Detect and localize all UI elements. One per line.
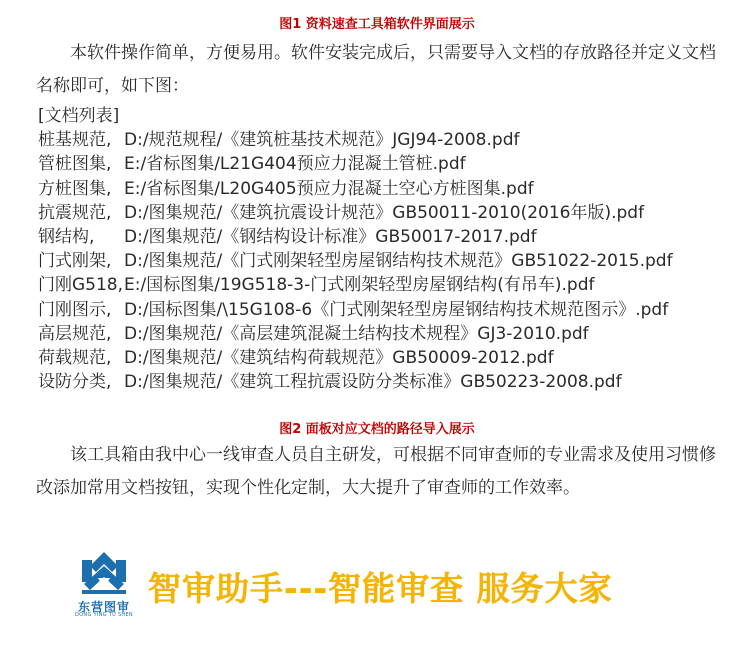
- doc-list: [38, 104, 738, 394]
- doc-list-item: [38, 177, 738, 201]
- intro-paragraph: [36, 37, 726, 103]
- doc-list-item: [38, 370, 738, 394]
- doc-list-item: [38, 249, 738, 273]
- doc-item-name: 门式刚架,: [38, 251, 112, 272]
- doc-list-item: [38, 201, 738, 225]
- doc-item-path: D:/图集规范/《钢结构设计标准》GB50017-2017.pdf: [124, 227, 537, 248]
- doc-list-item: [38, 322, 738, 346]
- doc-list-item: [38, 346, 738, 370]
- figure2-caption: 图2 面板对应文档的路径导入展示: [279, 422, 475, 437]
- doc-list-item: [38, 128, 738, 152]
- slogan: 智审助手---智能审查 服务大家: [148, 569, 613, 608]
- doc-list-header: [文档列表]: [38, 106, 120, 126]
- doc-item-path: D:/规范规程/《建筑桩基技术规范》JGJ94-2008.pdf: [124, 130, 520, 151]
- figure1-caption: 图1 资料速查工具箱软件界面展示: [279, 17, 475, 32]
- closing-paragraph-text: 该工具箱由我中心一线审查人员自主研发，可根据不同审查师的专业需求及使用习惯修改添加常用文档按钮，实现个性化定制，大大提升了审查师的工作效率。: [36, 445, 716, 498]
- doc-item-path: D:/图集规范/《建筑结构荷载规范》GB50009-2012.pdf: [124, 348, 554, 369]
- doc-item-path: E:/省标图集/L20G405预应力混凝土空心方桩图集.pdf: [124, 178, 534, 199]
- closing-paragraph: [36, 439, 726, 505]
- doc-item-path: D:/图集规范/《门式刚架轻型房屋钢结构技术规范》GB51022-2015.pdf: [124, 251, 673, 272]
- doc-item-name: 桩基规范,: [38, 130, 112, 151]
- doc-item-path: E:/国标图集/19G518-3-门式刚架轻型房屋钢结构(有吊车).pdf: [124, 275, 595, 296]
- logo: [68, 548, 140, 620]
- doc-item-path: D:/图集规范/《建筑抗震设计规范》GB50011-2010(2016年版).pdf: [124, 202, 645, 223]
- doc-item-path: E:/省标图集/L21G404预应力混凝土管桩.pdf: [124, 154, 466, 175]
- doc-item-name: 抗震规范,: [38, 202, 112, 223]
- doc-list-item: [38, 152, 738, 176]
- doc-list-item: [38, 298, 738, 322]
- doc-item-name: 门刚G518,: [38, 275, 124, 296]
- doc-item-name: 设防分类,: [38, 372, 112, 393]
- doc-item-name: 钢结构,: [38, 227, 95, 248]
- doc-item-path: D:/图集规范/《高层建筑混凝土结构技术规程》GJ3-2010.pdf: [124, 323, 589, 344]
- doc-list-item: [38, 273, 738, 297]
- doc-item-name: 高层规范,: [38, 323, 112, 344]
- doc-item-name: 荷载规范,: [38, 348, 112, 369]
- doc-item-name: 方桩图集,: [38, 178, 112, 199]
- logo-subtitle: DONG YING TU SHEN: [75, 612, 133, 618]
- doc-item-name: 管桩图集,: [38, 154, 112, 175]
- intro-paragraph-text: 本软件操作简单，方便易用。软件安装完成后，只需要导入文档的存放路径并定义文档名称即可，如下图：: [36, 43, 716, 96]
- doc-item-path: D:/图集规范/《建筑工程抗震设防分类标准》GB50223-2008.pdf: [124, 372, 622, 393]
- doc-list-item: [38, 225, 738, 249]
- doc-item-name: 门刚图示,: [38, 299, 112, 320]
- logo-name: 东营图审: [77, 600, 130, 614]
- logo-emblem-icon: [68, 548, 140, 600]
- doc-item-path: D:/国标图集/\15G108-6《门式刚架轻型房屋钢结构技术规范图示》.pdf: [124, 299, 669, 320]
